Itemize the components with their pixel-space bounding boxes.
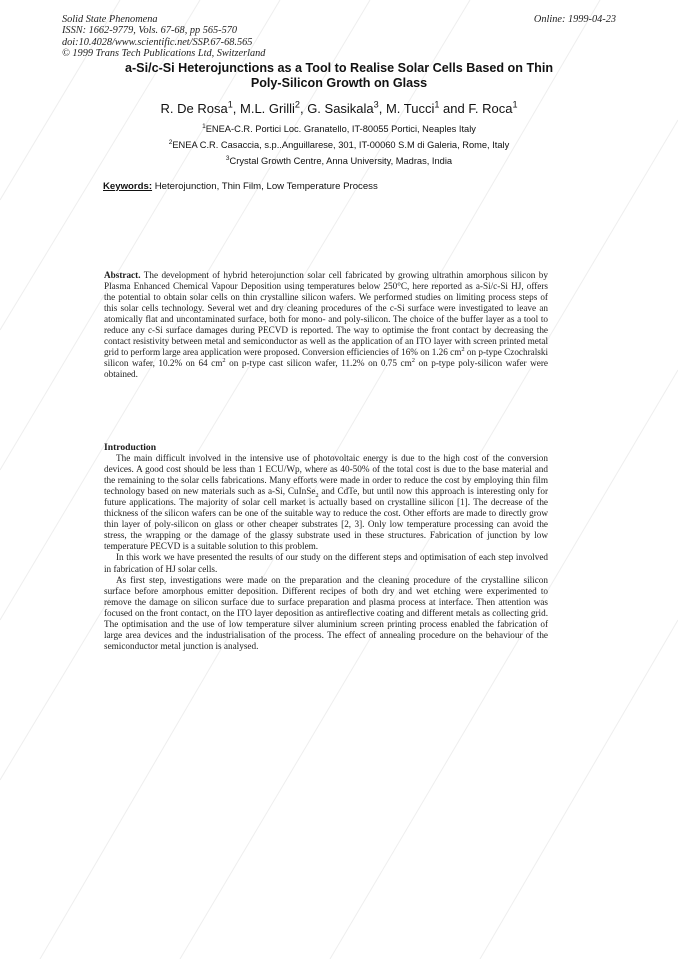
section-heading: Introduction xyxy=(104,442,157,453)
affiliation-text: Crystal Growth Centre, Anna University, Madras, India xyxy=(229,156,453,166)
abstract-paragraph: Abstract. The development of hybrid heterojunction solar cell fabricated by growing ultrathin amorphous silicon by Plasma Enhanced Chemical Vapour Deposition using temperatures below 250°C, here reported as a-Si/c-Si HJ, offers the potential to obtain solar cells on thin crystalline silicon wafers. We performed studies on limiting process steps of this solar cells technology. Several wet and dry cleaning procedures of the c-Si surface were investigated to leave an atomically flat and uncontaminated surface, both for mono- and poly-silicon. The choice of the buffer layer as a tool to reduce any c-Si surface damages during PECVD is reported. The way to optimise the front contact by decreasing the contact resistivity between metal and semiconductor as well as the application of an ITO layer with screen printed metal grid to perform large area application were proposed. Conversion efficiencies of 16% on 1.26 $cm^2$ on p-type Czochralski silicon wafer, 10.2% on 64 $cm^2$ on p-type cast silicon wafer, 11.2% on 0.75 $cm^2$ on p-type poly-silicon wafer were obtained. xyxy=(104,270,548,380)
author-affiliation-mark: 1 xyxy=(227,99,233,110)
intro-paragraph: The main difficult involved in the intensive use of photovoltaic energy is due to the high cost of the conversion devices. A good cost should be less than 1 ECU/Wp, where as 40-50% of the total cost is due to the base material and the remaining to the solar cells fabrications. Many efforts were made in order to reduce the cost by employing thin film technology based on new materials such as a-Si, CuInSe$_2$ and CdTe, but until now this approach is interesting only for future applications. The majority of solar cell market is actually based on crystalline silicon [1]. The decrease of the thickness of the silicon wafers can be one of the suitable way to reduce the cost. Other efforts are made to directly grow thin layer of poly-silicon on glass or other cheaper substrates [2, 3]. Only low temperature processing can avoid the stress, the wrapping or the damage of the glassy substrate used in these structures. Fabrication of junction by low temperature PECVD is a suitable solution to this problem. xyxy=(104,453,549,552)
author-list: R. De Rosa$^1$, M.L. Grilli$^2$, G. Sasikala$^3$, M. Tucci$^1$ and F. Roca$^1$ xyxy=(160,99,518,116)
author: R. De Rosa xyxy=(160,101,228,116)
journal-issn: ISSN: 1662-9779, Vols. 67-68, pp 565-570 xyxy=(62,25,238,37)
journal-doi: doi:10.4028/www.scientific.net/SSP.67-68.565 xyxy=(62,36,253,48)
affiliation-text: ENEA C.R. Casaccia, s.p..Anguillarese, 301, IT-00060 S.M di Galeria, Rome, Italy xyxy=(172,140,510,150)
abstract xyxy=(104,270,548,380)
affiliation-mark: 1 xyxy=(202,122,206,130)
keywords xyxy=(103,181,378,192)
keywords-text: Heterojunction, Thin Film, Low Temperature Process xyxy=(152,181,378,192)
paper-title xyxy=(40,61,638,91)
keywords-label: Keywords: xyxy=(103,181,153,192)
title-line-2: Poly-Silicon Growth on Glass xyxy=(250,76,428,90)
author-affiliation-mark: 3 xyxy=(373,99,379,110)
affiliation-mark: 2 xyxy=(168,138,173,146)
affiliation xyxy=(40,156,638,166)
affiliation xyxy=(40,124,638,134)
author-affiliation-mark: 2 xyxy=(294,99,300,110)
journal-copyright: © 1999 Trans Tech Publications Ltd, Switzerland xyxy=(62,47,266,59)
author: F. Roca xyxy=(468,101,513,116)
affiliation-text: ENEA-C.R. Portici Loc. Granatello, IT-80055 Portici, Neaples Italy xyxy=(205,124,476,134)
author: M.L. Grilli xyxy=(240,101,295,116)
intro-paragraph: As first step, investigations were made on the preparation and the cleaning procedure of the crystalline silicon surface before amorphous emitter deposition. Different recipes of both dry and wet etching were experimented to remove the damage on silicon surface due to surface preparation and plasma process at interface. Then attention was focused on the front contact, on the ITO layer deposition as antireflective coating and different metals as collecting grid. The optimisation and the use of low temperature silver aluminium screen printing process enabled the fabrication of large area devices and the industrialisation of the process. The effect of annealing procedure on the behaviour of the semiconductor metal junction is analysed. xyxy=(104,574,548,651)
author: M. Tucci xyxy=(385,101,435,116)
author-affiliation-mark: 1 xyxy=(434,99,440,110)
journal-meta xyxy=(62,14,265,59)
affiliation-mark: 3 xyxy=(225,154,230,162)
title-line-1: a-Si/c-Si Heterojunctions as a Tool to Realise Solar Cells Based on Thin xyxy=(124,61,554,75)
journal-name: Solid State Phenomena xyxy=(62,14,158,25)
author: G. Sasikala xyxy=(307,101,374,116)
online-date: Online: 1999-04-23 xyxy=(533,14,616,25)
affiliation xyxy=(40,140,638,150)
introduction-section xyxy=(104,442,548,652)
intro-paragraph: In this work we have presented the results of our study on the different steps and optimisation of each step involved in fabrication of HJ solar cells. xyxy=(104,552,548,574)
author-affiliation-mark: 1 xyxy=(512,99,518,110)
abstract-label: Abstract. xyxy=(104,270,141,280)
